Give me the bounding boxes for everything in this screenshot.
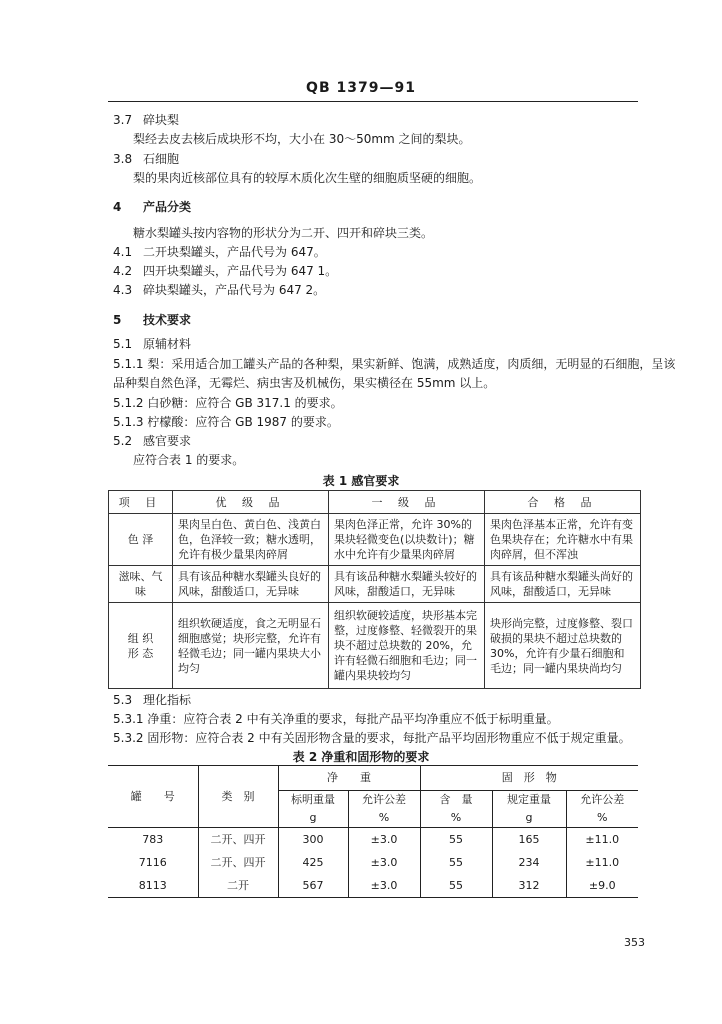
- section-number: 3.8: [113, 152, 133, 166]
- row-label: 滋味、气味: [109, 566, 173, 603]
- standard-code: QB 1379—91: [306, 80, 416, 96]
- paragraph: 5.1.2 白砂糖：应符合 GB 317.1 的要求。: [113, 396, 343, 410]
- cell-content: 55: [420, 851, 492, 874]
- section-number: 5.1: [113, 337, 133, 351]
- col-header-solid-content: 含 量: [420, 791, 492, 810]
- cell-solid-tol: ±11.0: [585, 855, 620, 869]
- section-number: 4: [113, 200, 122, 214]
- group-header-net: 净 重: [278, 766, 420, 791]
- cell-net-tol: ±3.0: [348, 874, 420, 898]
- section-title: 产品分类: [143, 200, 192, 214]
- section-title: 感官要求: [143, 434, 192, 448]
- section-title: 理化指标: [143, 693, 192, 707]
- section-title: 技术要求: [143, 313, 192, 327]
- table-header-row: [109, 491, 641, 514]
- section-title: 四开块梨罐头，产品代号为 647 1。: [143, 264, 338, 278]
- paragraph: 品种梨自然色泽，无霉烂、病虫害及机械伤，果实横径在 55mm 以上。: [113, 376, 496, 390]
- section-number: 4.2: [113, 264, 133, 278]
- section-title: 原辅材料: [143, 337, 192, 351]
- table-header-row: [108, 766, 638, 791]
- table-cell: 块形尚完整，过度修整、裂口破损的果块不超过总块数的 30%，允许有少量石细胞和毛边；同一罐内果块尚均匀: [485, 603, 641, 689]
- paragraph: 梨的果肉近核部位具有的较厚木质化次生壁的细胞质坚硬的细胞。: [133, 171, 482, 185]
- table-cell: 果肉色泽基本正常，允许有变色果块存在；允许糖水中有果肉碎屑，但不浑浊: [485, 514, 641, 566]
- cell-can: 8113: [108, 874, 198, 898]
- section-5-3: [113, 692, 191, 708]
- section-number: 5.2: [113, 434, 133, 448]
- section-number: 4.1: [113, 245, 133, 259]
- section-4: [113, 199, 191, 215]
- table-row: [108, 828, 638, 852]
- cell-net: 300: [278, 828, 348, 852]
- paragraph: 应符合表 1 的要求。: [133, 453, 245, 467]
- cell-net-tol: ±3.0: [348, 828, 420, 852]
- table-cell: 具有该品种糖水梨罐头良好的风味，甜酸适口，无异味: [173, 566, 329, 603]
- table-header: 优 级 品: [173, 491, 329, 514]
- net-weight-table: [108, 765, 638, 898]
- cell-net: 425: [278, 851, 348, 874]
- page-number: 353: [624, 936, 645, 949]
- table-cell: 组织软硬较适度，块形基本完整，过度修整、轻微裂开的果块不超过总块数的 20%，允许有轻微石细胞和毛边；同一罐内果块较均匀: [329, 603, 485, 689]
- unit: %: [348, 809, 420, 828]
- col-header-net-tol: 允许公差: [348, 791, 420, 810]
- row-label: 色 泽: [109, 514, 173, 566]
- section-5-2: [113, 433, 191, 449]
- section-title: 二开块梨罐头，产品代号为 647。: [143, 245, 326, 259]
- col-header-solid-tol: 允许公差: [580, 793, 625, 806]
- header-rule: [108, 101, 638, 102]
- cell-content: 55: [420, 828, 492, 852]
- table-cell: 果肉色泽正常，允许 30%的果块轻微变色(以块数计)；糖水中允许有少量果肉碎屑: [329, 514, 485, 566]
- section-3-8: [113, 151, 179, 167]
- unit: %: [566, 809, 638, 828]
- section-5-1: [113, 336, 191, 352]
- cell-solid: 234: [492, 851, 566, 874]
- section-number: 3.7: [113, 113, 133, 127]
- cell-solid: 165: [492, 828, 566, 852]
- col-header-solid-std: 规定重量: [492, 791, 566, 810]
- table2-caption: 表 2 净重和固形物的要求: [292, 750, 430, 764]
- table-cell: 果肉呈白色、黄白色、浅黄白色，色泽较一致；糖水透明，允许有极少量果肉碎屑: [173, 514, 329, 566]
- paragraph: 5.1.1 梨：采用适合加工罐头产品的各种梨，果实新鲜、饱满，成熟适度，肉质细，无明显的石细胞，呈该: [113, 357, 676, 371]
- table-header: 一 级 品: [329, 491, 485, 514]
- table-row: [109, 603, 641, 689]
- table-row: [108, 874, 638, 898]
- paragraph: 5.3.2 固形物：应符合表 2 中有关固形物含量的要求，每批产品平均固形物重应不低于规定重量。: [113, 731, 631, 745]
- section-4-3: [113, 282, 325, 298]
- section-5: [113, 312, 191, 328]
- table-row: [109, 566, 641, 603]
- table-cell: 具有该品种糖水梨罐头较好的风味，甜酸适口，无异味: [329, 566, 485, 603]
- table-header: 项 目: [109, 491, 173, 514]
- cell-type: 二开、四开: [198, 851, 278, 874]
- section-title: 石细胞: [143, 152, 180, 166]
- cell-solid: 312: [492, 874, 566, 898]
- table-cell: 具有该品种糖水梨罐头尚好的风味，甜酸适口，无异味: [485, 566, 641, 603]
- cell-solid-tol: ±9.0: [566, 874, 638, 898]
- cell-solid-tol: ±11.0: [585, 832, 620, 846]
- cell-type: 二开: [198, 874, 278, 898]
- section-number: 4.3: [113, 283, 133, 297]
- table-row: [108, 851, 638, 874]
- table-row: [109, 514, 641, 566]
- section-title: 碎块梨罐头，产品代号为 647 2。: [143, 283, 326, 297]
- section-number: 5.3: [113, 693, 133, 707]
- table-cell: 组织软硬适度，食之无明显石细胞感觉；块形完整，允许有轻微毛边；同一罐内果块大小均匀: [173, 603, 329, 689]
- section-title: 碎块梨: [143, 113, 180, 127]
- cell-net-tol: ±3.0: [348, 851, 420, 874]
- section-4-2: [113, 263, 337, 279]
- col-header-can: 罐 号: [108, 766, 198, 828]
- section-number: 5: [113, 313, 122, 327]
- table-header: 合 格 品: [485, 491, 641, 514]
- unit: g: [278, 809, 348, 828]
- table1-caption: 表 1 感官要求: [322, 474, 400, 488]
- section-4-1: [113, 244, 326, 260]
- row-label: 组 织 形 态: [109, 603, 173, 689]
- paragraph: 5.3.1 净重：应符合表 2 中有关净重的要求，每批产品平均净重应不低于标明重量。: [113, 712, 559, 726]
- cell-can: 7116: [108, 851, 198, 874]
- section-3-7: [113, 112, 179, 128]
- col-header-type: 类 别: [198, 766, 278, 828]
- sensory-table: [108, 490, 641, 689]
- unit: %: [420, 809, 492, 828]
- paragraph: 糖水梨罐头按内容物的形状分为二开、四开和碎块三类。: [133, 226, 434, 240]
- paragraph: 梨经去皮去核后成块形不均，大小在 30～50mm 之间的梨块。: [133, 132, 471, 146]
- group-header-solid: 固 形 物: [420, 766, 638, 791]
- cell-content: 55: [420, 874, 492, 898]
- cell-can: 783: [108, 828, 198, 852]
- col-header-net-std: 标明重量: [278, 791, 348, 810]
- cell-type: 二开、四开: [198, 828, 278, 852]
- unit: g: [492, 809, 566, 828]
- cell-net: 567: [278, 874, 348, 898]
- paragraph: 5.1.3 柠檬酸：应符合 GB 1987 的要求。: [113, 415, 339, 429]
